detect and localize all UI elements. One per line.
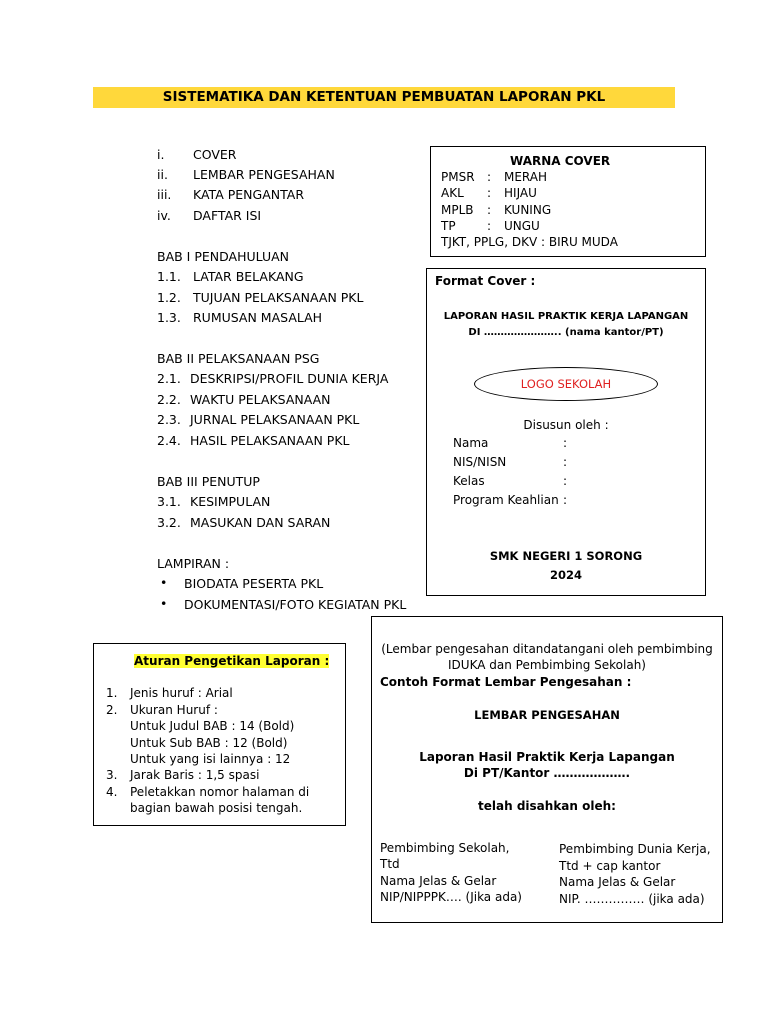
jurusan-code: MPLB	[441, 203, 474, 217]
aturan-text: Untuk yang isi lainnya : 12	[130, 752, 291, 766]
cover-color: MERAH	[504, 170, 548, 184]
field-label: Program Keahlian	[453, 493, 559, 507]
outline-label: TUJUAN PELAKSANAAN PKL	[193, 290, 364, 305]
bab2-heading: BAB II PELAKSANAAN PSG	[157, 351, 320, 366]
outline-num: i.	[157, 147, 165, 162]
outline-label: JURNAL PELAKSANAAN PKL	[190, 412, 360, 427]
outline-label: MASUKAN DAN SARAN	[190, 515, 331, 530]
lembar-title: LEMBAR PENGESAHAN	[474, 708, 620, 722]
outline-label: LEMBAR PENGESAHAN	[193, 167, 335, 182]
separator: :	[487, 170, 492, 184]
warna-cover-title: WARNA COVER	[510, 154, 611, 168]
signer-industry-line: Pembimbing Dunia Kerja,	[559, 842, 711, 856]
logo-label: LOGO SEKOLAH	[520, 377, 612, 391]
signer-school-line: Nama Jelas & Gelar	[380, 874, 497, 888]
format-cover-box	[426, 268, 706, 596]
signer-industry-line: NIP. …………… (jika ada)	[559, 892, 705, 906]
cover-color: KUNING	[504, 203, 552, 217]
aturan-text: bagian bawah posisi tengah.	[130, 801, 303, 815]
separator: :	[563, 493, 568, 507]
disusun-oleh: Disusun oleh :	[523, 418, 609, 432]
cover-color: UNGU	[504, 219, 540, 233]
outline-label: RUMUSAN MASALAH	[193, 310, 323, 325]
pengesahan-note: (Lembar pengesahan ditandatangani oleh pembimbing	[381, 642, 713, 656]
disahkan-oleh: telah disahkan oleh:	[478, 799, 616, 813]
outline-label: WAKTU PELAKSANAAN	[190, 392, 331, 407]
document-title: SISTEMATIKA DAN KETENTUAN PEMBUATAN LAPORAN PKL	[93, 87, 675, 108]
aturan-box	[93, 643, 346, 826]
outline-num: iii.	[157, 187, 172, 202]
format-cover-heading: Format Cover :	[435, 274, 536, 288]
report-title: Laporan Hasil Praktik Kerja Lapangan	[419, 750, 675, 764]
outline-label: DAFTAR ISI	[193, 208, 262, 223]
year: 2024	[549, 568, 582, 582]
cover-report-title: LAPORAN HASIL PRAKTIK KERJA LAPANGAN	[443, 311, 689, 322]
cover-company-line: DI ………………….. (nama kantor/PT)	[468, 327, 664, 338]
aturan-heading	[134, 654, 329, 668]
report-company: Di PT/Kantor ……………….	[463, 766, 631, 780]
outline-num: 2.4.	[157, 433, 181, 448]
separator: :	[563, 455, 568, 469]
bab3-heading: BAB III PENUTUP	[157, 474, 260, 489]
signer-industry-line: Nama Jelas & Gelar	[559, 875, 676, 889]
bullet-icon: •	[160, 596, 168, 611]
outline-num: 2.1.	[157, 371, 181, 386]
school-name: SMK NEGERI 1 SORONG	[489, 549, 643, 563]
outline-num: 1.3.	[157, 310, 181, 325]
aturan-text: Untuk Sub BAB : 12 (Bold)	[130, 736, 288, 750]
outline-num: 2.3.	[157, 412, 181, 427]
pengesahan-box	[371, 616, 723, 923]
aturan-text: Jenis huruf : Arial	[130, 686, 233, 700]
bab1-heading: BAB I PENDAHULUAN	[157, 249, 290, 264]
outline-num: 3.2.	[157, 515, 181, 530]
outline-label: DESKRIPSI/PROFIL DUNIA KERJA	[190, 371, 389, 386]
aturan-text: Ukuran Huruf :	[130, 703, 218, 717]
outline-label: KATA PENGANTAR	[193, 187, 305, 202]
logo-placeholder	[474, 367, 658, 401]
aturan-num: 4.	[106, 785, 118, 799]
outline-num: iv.	[157, 208, 171, 223]
warna-cover-box	[430, 146, 706, 257]
signer-industry-line: Ttd + cap kantor	[559, 859, 661, 873]
separator: :	[563, 436, 568, 450]
jurusan-code: PMSR	[441, 170, 475, 184]
aturan-heading-text: Aturan Pengetikan Laporan :	[134, 654, 330, 668]
pengesahan-note: IDUKA dan Pembimbing Sekolah)	[448, 658, 646, 672]
outline-label: COVER	[193, 147, 237, 162]
lampiran-item: DOKUMENTASI/FOTO KEGIATAN PKL	[184, 597, 407, 612]
contoh-format: Contoh Format Lembar Pengesahan :	[380, 675, 632, 689]
separator: :	[487, 203, 492, 217]
lampiran-heading: LAMPIRAN :	[157, 556, 230, 571]
jurusan-code: AKL	[441, 186, 464, 200]
outline-label: KESIMPULAN	[190, 494, 271, 509]
signer-school-line: Ttd	[380, 857, 400, 871]
field-label: Kelas	[453, 474, 485, 488]
separator: :	[487, 186, 492, 200]
aturan-text: Jarak Baris : 1,5 spasi	[130, 768, 260, 782]
outline-label: HASIL PELAKSANAAN PKL	[190, 433, 350, 448]
jurusan-code: TP	[441, 219, 456, 233]
aturan-text: Untuk Judul BAB : 14 (Bold)	[130, 719, 295, 733]
field-label: Nama	[453, 436, 489, 450]
aturan-num: 3.	[106, 768, 118, 782]
warna-cover-last-row: TJKT, PPLG, DKV : BIRU MUDA	[441, 235, 618, 249]
aturan-num: 1.	[106, 686, 118, 700]
field-label: NIS/NISN	[453, 455, 507, 469]
outline-label: LATAR BELAKANG	[193, 269, 304, 284]
outline-num: 1.2.	[157, 290, 181, 305]
outline-num: ii.	[157, 167, 168, 182]
separator: :	[563, 474, 568, 488]
signer-school-line: NIP/NIPPPK…. (Jika ada)	[380, 890, 522, 904]
outline-num: 1.1.	[157, 269, 181, 284]
outline-num: 2.2.	[157, 392, 181, 407]
separator: :	[487, 219, 492, 233]
signer-school-line: Pembimbing Sekolah,	[380, 841, 510, 855]
outline-num: 3.1.	[157, 494, 181, 509]
aturan-text: Peletakkan nomor halaman di	[130, 785, 310, 799]
cover-color: HIJAU	[504, 186, 537, 200]
lampiran-item: BIODATA PESERTA PKL	[184, 576, 324, 591]
aturan-num: 2.	[106, 703, 118, 717]
bullet-icon: •	[160, 575, 168, 590]
